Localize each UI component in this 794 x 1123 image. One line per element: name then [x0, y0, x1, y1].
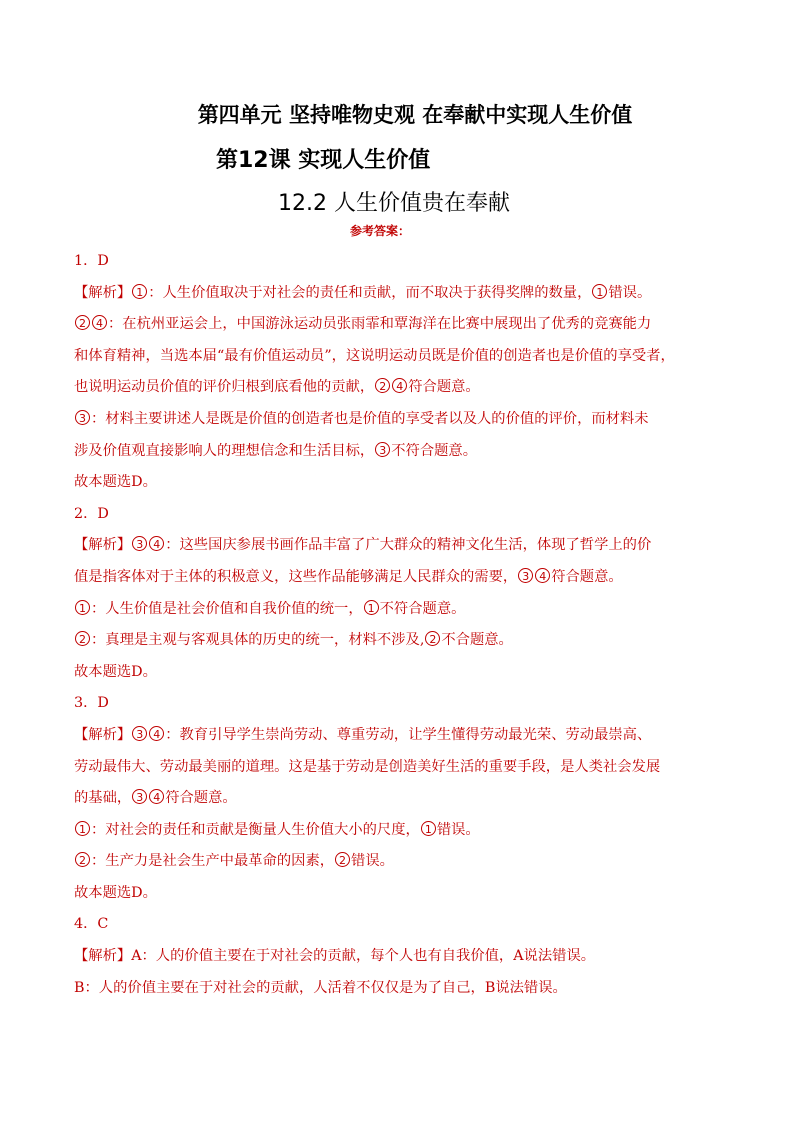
- analysis-line: 1 ：人生价值是社会价值和自我价值的统一， 1 不符合题意。: [74, 594, 730, 626]
- analysis-label: 【解析】: [74, 284, 132, 301]
- circled-numeral: 2: [75, 852, 90, 867]
- analysis-line: 的基础， 3 4 符合题意。: [74, 790, 237, 807]
- circled-numeral: 4: [92, 315, 107, 330]
- answer-line: 2．D: [74, 505, 109, 522]
- circled-numeral: 1: [364, 600, 379, 615]
- conclusion-line: 故本题选D。: [74, 884, 157, 901]
- analysis-line: 3 ：材料主要讲述人是既是价值的创造者也是价值的享受者以及人的价值的评价，而材料未: [74, 404, 730, 436]
- conclusion-line: 故本题选D。: [74, 663, 157, 680]
- analysis-line: 2 ：真理是主观与客观具体的历史的统一，材料不涉及, 2 不合题意。: [74, 625, 730, 657]
- analysis-line: 【解析】 1 ：人生价值取决于对社会的责任和贡献，而不取决于获得奖牌的数量， 1 错误。: [74, 284, 652, 301]
- answer-line: 1．D: [74, 253, 109, 269]
- analysis-line: 【解析】 3 4 ：这些国庆参展书画作品丰富了广大群众的精神文化生活，体现了哲学上的价: [74, 537, 652, 554]
- circled-numeral: 4: [149, 536, 164, 551]
- circled-numeral: 4: [535, 568, 550, 583]
- circled-numeral: 3: [518, 568, 533, 583]
- conclusion-line: 故本题选D。: [74, 474, 157, 491]
- analysis-label: 【解析】: [74, 537, 132, 554]
- analysis-line: 值是指客体对于主体的积极意义，这些作品能够满足人民群众的需要， 3 4 符合题意。: [74, 568, 623, 585]
- circled-numeral: 3: [132, 536, 147, 551]
- analysis-label: 【解析】: [74, 726, 132, 743]
- circled-numeral: 1: [75, 821, 90, 836]
- circled-numeral: 3: [375, 442, 390, 457]
- analysis-line: 2 ：生产力是社会生产中最革命的因素， 2 错误。: [74, 846, 730, 878]
- analysis-line: 2 4 ：在杭州亚运会上，中国游泳运动员张雨霏和覃海洋在比赛中展现出了优秀的竞赛能力: [74, 309, 730, 341]
- circled-numeral: 4: [149, 726, 164, 741]
- analysis-line: 【解析】 3 4 ：教育引导学生崇尚劳动、尊重劳动，让学生懂得劳动最光荣、劳动最崇高、: [74, 726, 652, 743]
- circled-numeral: 2: [425, 631, 440, 646]
- lesson-title: 第12课 实现人生价值: [216, 148, 431, 173]
- analysis-line: 【解析】A：人的价值主要在于对社会的贡献，每个人也有自我价值，A说法错误。: [74, 948, 596, 965]
- analysis-line: 涉及价值观直接影响人的理想信念和生活目标， 3 不符合题意。: [74, 442, 478, 459]
- circled-numeral: 3: [75, 410, 90, 425]
- circled-numeral: 2: [75, 631, 90, 646]
- circled-numeral: 4: [149, 789, 164, 804]
- circled-numeral: 1: [132, 284, 147, 299]
- answers-body: [74, 246, 730, 1004]
- answer-line: 3．D: [74, 695, 109, 712]
- circled-numeral: 2: [375, 378, 390, 393]
- section-title: 12.2 人生价值贵在奉献: [278, 191, 510, 216]
- analysis-line: 也说明运动员价值的评价归根到底看他的贡献， 2 4 符合题意。: [74, 379, 480, 396]
- unit-title: 第四单元 坚持唯物史观 在奉献中实现人生价值: [197, 103, 633, 127]
- circled-numeral: 1: [421, 821, 436, 836]
- analysis-label: 【解析】: [74, 948, 132, 965]
- circled-numeral: 1: [592, 284, 607, 299]
- circled-numeral: 1: [75, 600, 90, 615]
- answer-line: 4．C: [74, 916, 109, 933]
- circled-numeral: 3: [132, 789, 147, 804]
- circled-numeral: 2: [75, 315, 90, 330]
- analysis-line: 和体育精神，当选本届“最有价值运动员”，这说明运动员既是价值的创造者也是价值的享受者，: [74, 347, 675, 364]
- circled-numeral: 2: [335, 852, 350, 867]
- analysis-line: 劳动最伟大、劳动最美丽的道理。这是基于劳动是创造美好生活的重要手段，是人类社会发展: [74, 758, 661, 775]
- circled-numeral: 4: [392, 378, 407, 393]
- analysis-line: 1 ：对社会的责任和贡献是衡量人生价值大小的尺度， 1 错误。: [74, 815, 730, 847]
- answer-heading: 参考答案：: [350, 224, 411, 238]
- analysis-line: B：人的价值主要在于对社会的贡献，人活着不仅仅是为了自己，B说法错误。: [74, 979, 567, 996]
- circled-numeral: 3: [132, 726, 147, 741]
